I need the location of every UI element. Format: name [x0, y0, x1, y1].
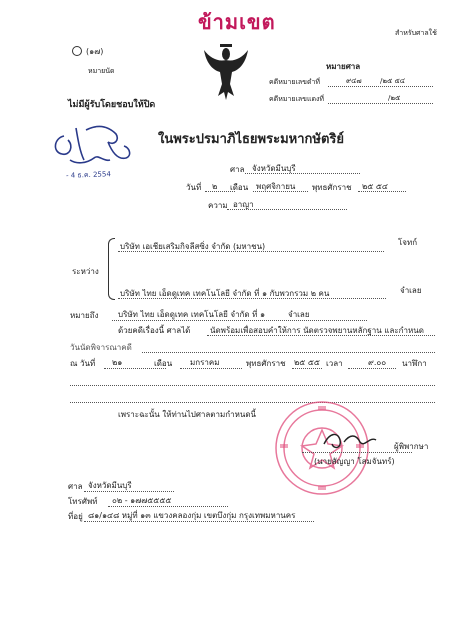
judge-role: ผู้พิพากษา [394, 442, 429, 451]
reason-line-2: วันนัดพิจารณาคดี [70, 343, 132, 352]
footer-court-value: จังหวัดมีนบุรี [88, 481, 132, 490]
date-month-value: พฤศจิกายน [256, 182, 296, 191]
appointment-time-value: ๙.๐๐ [368, 358, 387, 367]
date-day-label: วันที่ [186, 183, 202, 192]
black-case-label: คดีหมายเลขดำที่ [269, 78, 321, 86]
appointment-day-prefix: ณ วันที่ [70, 359, 96, 368]
defendant-role: จำเลย [400, 286, 422, 295]
appointment-year-label: พุทธศักราช [246, 359, 286, 368]
instruction-text: เพราะฉะนั้น ให้ท่านไปศาลตามกำหนดนี้ [118, 410, 257, 419]
document-title: ในพระปรมาภิไธยพระมหากษัตริย์ [158, 132, 344, 147]
form-name: หมายนัด [88, 67, 115, 75]
for-court-use-label: สำหรับศาลใช้ [395, 29, 437, 37]
court-value: จังหวัดมีนบุรี [252, 164, 296, 173]
defendant-name: บริษัท ไทย เอ็ดดูเทค เทคโนโลยี จำกัด ที่ ๑ กับพวกรวม ๒ คน [120, 289, 330, 298]
address-value: ๘๑/๑๔๘ หมู่ที่ ๑๓ แขวงคลองกุ่ม เขตบึงกุ่ม กรุงเทพมหานคร [88, 511, 296, 520]
cross-jurisdiction-stamp: ข้ามเขต [198, 10, 276, 34]
no-receiver-notice: ไม่มีผู้รับโดยชอบให้ปิด [68, 100, 156, 110]
case-type-label: ความ [208, 201, 228, 210]
appointment-time-label: เวลา [326, 359, 343, 368]
court-label: ศาล [230, 165, 245, 174]
summons-to-value: บริษัท ไทย เอ็ดดูเทค เทคโนโลยี จำกัด ที่ ๑ [118, 310, 266, 319]
red-case-year: /๒๕ [388, 94, 401, 102]
reason-prefix: ด้วยคดีเรื่องนี้ ศาลได้ [118, 326, 191, 335]
receiver-signature-icon [46, 120, 142, 176]
plaintiff-role: โจทก์ [398, 238, 418, 247]
received-date-stamp: - 4 ธ.ค. 2554 [65, 170, 111, 180]
parties-bracket [108, 238, 115, 300]
court-writ-label: หมายศาล [326, 62, 361, 71]
black-case-year: /๒๕ ๕๔ [380, 77, 406, 85]
form-circle-icon [72, 46, 82, 56]
address-label: ที่อยู่ [68, 512, 83, 521]
appointment-time-unit: นาฬิกา [402, 359, 427, 368]
appointment-month-label: เดือน [154, 359, 173, 368]
case-type-value: อาญา [233, 200, 254, 209]
garuda-emblem-icon [200, 40, 252, 104]
appointment-year-value: ๒๕ ๕๕ [294, 358, 320, 367]
form-number: (๑๗) [86, 47, 104, 56]
footer-court-label: ศาล [68, 482, 83, 491]
date-month-label: เดือน [230, 183, 249, 192]
phone-label: โทรศัพท์ [68, 497, 98, 506]
plaintiff-name: บริษัท เอเชียเสริมกิจลีสซิ่ง จำกัด (มหาชน) [120, 242, 266, 251]
summons-to-label: หมายถึง [70, 311, 99, 320]
date-day-value: ๒ [212, 182, 218, 191]
phone-value: ๐๒ - ๑๗๗๕๕๕๕ [112, 496, 172, 505]
summons-to-role: จำเลย [288, 310, 310, 319]
red-case-label: คดีหมายเลขแดงที่ [269, 95, 325, 103]
date-year-value: ๒๕ ๕๔ [362, 182, 388, 191]
date-year-label: พุทธศักราช [312, 183, 352, 192]
appointment-day-value: ๒๑ [112, 358, 123, 367]
reason-value: นัดพร้อมเพื่อสอบคำให้การ นัดตรวจพยานหลักฐาน และกำหนด [210, 326, 424, 335]
judge-signature-icon [320, 424, 384, 454]
black-case-value: ๙๔๗ [346, 77, 362, 85]
appointment-month-value: มกราคม [190, 358, 220, 367]
between-label: ระหว่าง [72, 267, 99, 276]
judge-name: (นายสัญญา โสมจันทร์) [314, 457, 395, 466]
